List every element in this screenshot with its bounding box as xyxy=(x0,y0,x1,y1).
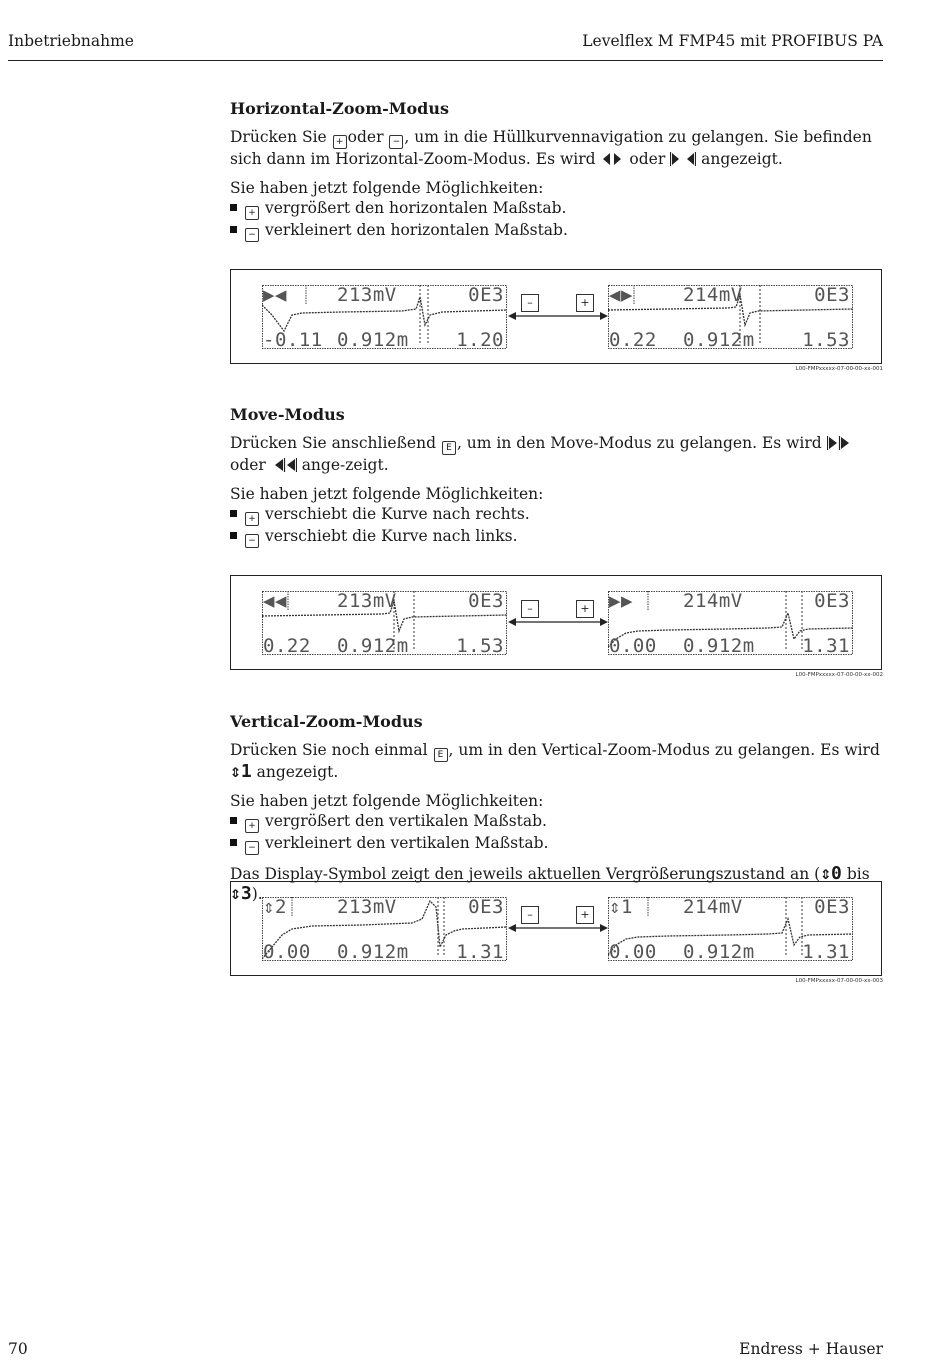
header-product: Levelflex M FMP45 mit PROFIBUS PA xyxy=(582,32,883,50)
options-list xyxy=(230,504,883,548)
options-lead: Sie haben jetzt folgende Möglichkeiten: xyxy=(230,485,544,503)
list-item: + vergrößert den horizontalen Maßstab. xyxy=(230,198,883,220)
lcd-amplitude: 214mV xyxy=(683,896,743,918)
lcd-exponent: 0E3 xyxy=(468,896,504,918)
lcd-amplitude: 213mV xyxy=(337,896,397,918)
section-vertical-zoom xyxy=(230,712,883,904)
plus-button[interactable]: + xyxy=(576,600,594,618)
section-horizontal-zoom xyxy=(230,99,883,242)
lcd-range-end: 1.31 xyxy=(802,941,850,963)
options-list xyxy=(230,198,883,242)
lcd-amplitude: 213mV xyxy=(337,284,397,306)
bullet-icon xyxy=(230,204,237,211)
lcd-display xyxy=(608,897,853,961)
enter-key-icon: E xyxy=(442,441,456,455)
header-rule xyxy=(8,60,883,61)
options-list xyxy=(230,811,883,855)
lcd-range-start: 0.00 xyxy=(263,941,311,963)
lcd-display xyxy=(608,591,853,655)
double-arrow-icon xyxy=(508,922,608,934)
lcd-amplitude: 213mV xyxy=(337,590,397,612)
section-move xyxy=(230,405,883,548)
vertical-zoom-icon: ⇕1 xyxy=(230,761,252,782)
plus-key-icon: + xyxy=(333,135,347,149)
minus-button[interactable]: – xyxy=(521,906,539,924)
vertical-zoom-0-icon: ⇕0 xyxy=(820,863,842,884)
plus-key-icon: + xyxy=(245,819,259,833)
double-arrow-icon xyxy=(508,310,608,322)
bullet-icon xyxy=(230,226,237,233)
lcd-distance: 0.912m xyxy=(337,635,409,657)
lcd-mode-symbol: ⇕1 xyxy=(609,896,633,918)
lcd-mode-symbol: ▶▶ xyxy=(609,590,633,612)
lcd-exponent: 0E3 xyxy=(814,284,850,306)
display-figure-3 xyxy=(230,881,882,976)
lcd-range-start: 0.22 xyxy=(609,329,657,351)
lcd-distance: 0.912m xyxy=(683,635,755,657)
zoom-in-horizontal-icon xyxy=(670,151,696,167)
plus-key-icon: + xyxy=(245,206,259,220)
move-right-icon xyxy=(827,435,853,451)
lcd-range-end: 1.31 xyxy=(456,941,504,963)
lcd-range-end: 1.53 xyxy=(802,329,850,351)
figure-caption: L00-FMPxxxxx-07-00-00-xx-002 xyxy=(795,672,883,678)
enter-key-icon: E xyxy=(434,748,448,762)
lcd-exponent: 0E3 xyxy=(468,590,504,612)
list-item: − verkleinert den vertikalen Maßstab. xyxy=(230,833,883,855)
section-intro: Drücken Sie anschließend E , um in den Move-Modus zu gelangen. Es wird oder ange-zeigt. xyxy=(230,433,883,475)
lcd-amplitude: 214mV xyxy=(683,284,743,306)
list-item: − verschiebt die Kurve nach links. xyxy=(230,526,883,548)
display-figure-2 xyxy=(230,575,882,670)
lcd-display xyxy=(262,591,507,655)
lcd-distance: 0.912m xyxy=(683,941,755,963)
double-arrow-icon xyxy=(508,616,608,628)
plus-button[interactable]: + xyxy=(576,906,594,924)
section-title: Vertical-Zoom-Modus xyxy=(230,712,423,731)
lcd-exponent: 0E3 xyxy=(468,284,504,306)
section-title: Move-Modus xyxy=(230,405,345,424)
lcd-display xyxy=(262,285,507,349)
display-figure-1 xyxy=(230,269,882,364)
figure-caption: L00-FMPxxxxx-07-00-00-xx-003 xyxy=(795,978,883,984)
lcd-distance: 0.912m xyxy=(683,329,755,351)
figure-caption: L00-FMPxxxxx-07-00-00-xx-001 xyxy=(795,366,883,372)
lcd-mode-symbol: ▶◀ xyxy=(263,284,287,306)
minus-key-icon: − xyxy=(245,841,259,855)
lcd-mode-symbol: ◀▶ xyxy=(609,284,633,306)
section-intro: Drücken Sie noch einmal E , um in den Vertical-Zoom-Modus zu gelangen. Es wird ⇕1 angezeigt. xyxy=(230,741,880,782)
lcd-display xyxy=(262,897,507,961)
list-item: + vergrößert den vertikalen Maßstab. xyxy=(230,811,883,833)
minus-key-icon: − xyxy=(389,135,403,149)
plus-key-icon: + xyxy=(245,512,259,526)
lcd-range-end: 1.20 xyxy=(456,329,504,351)
lcd-exponent: 0E3 xyxy=(814,590,850,612)
lcd-exponent: 0E3 xyxy=(814,896,850,918)
header-chapter: Inbetriebnahme xyxy=(8,32,134,50)
bullet-icon xyxy=(230,839,237,846)
list-item: + verschiebt die Kurve nach rechts. xyxy=(230,504,883,526)
bullet-icon xyxy=(230,532,237,539)
section-intro: Drücken Sie + oder − , um in die Hüllkurvennavigation zu gelangen. Sie befinden sich dann im Horizontal-Zoom-Modus. Es wird oder angezeigt. xyxy=(230,128,872,168)
plus-button[interactable]: + xyxy=(576,294,594,312)
vertical-zoom-3-icon: ⇕3 xyxy=(230,883,252,904)
footer-brand: Endress + Hauser xyxy=(739,1340,883,1358)
lcd-range-start: -0.11 xyxy=(263,329,323,351)
move-left-icon xyxy=(271,457,297,473)
lcd-distance: 0.912m xyxy=(337,941,409,963)
lcd-amplitude: 214mV xyxy=(683,590,743,612)
lcd-mode-symbol: ⇕2 xyxy=(263,896,287,918)
minus-key-icon: − xyxy=(245,534,259,548)
lcd-display xyxy=(608,285,853,349)
lcd-range-end: 1.53 xyxy=(456,635,504,657)
lcd-distance: 0.912m xyxy=(337,329,409,351)
minus-button[interactable]: – xyxy=(521,600,539,618)
minus-key-icon: − xyxy=(245,228,259,242)
bullet-icon xyxy=(230,510,237,517)
zoom-out-horizontal-icon xyxy=(600,151,624,167)
lcd-range-end: 1.31 xyxy=(802,635,850,657)
options-lead: Sie haben jetzt folgende Möglichkeiten: xyxy=(230,792,544,810)
zoom-state-note: Das Display-Symbol zeigt den jeweils aktuellen Vergrößerungszustand an (⇕0 bis ⇕3). xyxy=(230,863,870,904)
lcd-range-start: 0.00 xyxy=(609,941,657,963)
list-item: − verkleinert den horizontalen Maßstab. xyxy=(230,220,883,242)
minus-button[interactable]: – xyxy=(521,294,539,312)
options-lead: Sie haben jetzt folgende Möglichkeiten: xyxy=(230,179,544,197)
lcd-range-start: 0.00 xyxy=(609,635,657,657)
lcd-mode-symbol: ◀◀ xyxy=(263,590,287,612)
lcd-range-start: 0.22 xyxy=(263,635,311,657)
page-number: 70 xyxy=(8,1340,28,1358)
bullet-icon xyxy=(230,817,237,824)
section-title: Horizontal-Zoom-Modus xyxy=(230,99,449,118)
